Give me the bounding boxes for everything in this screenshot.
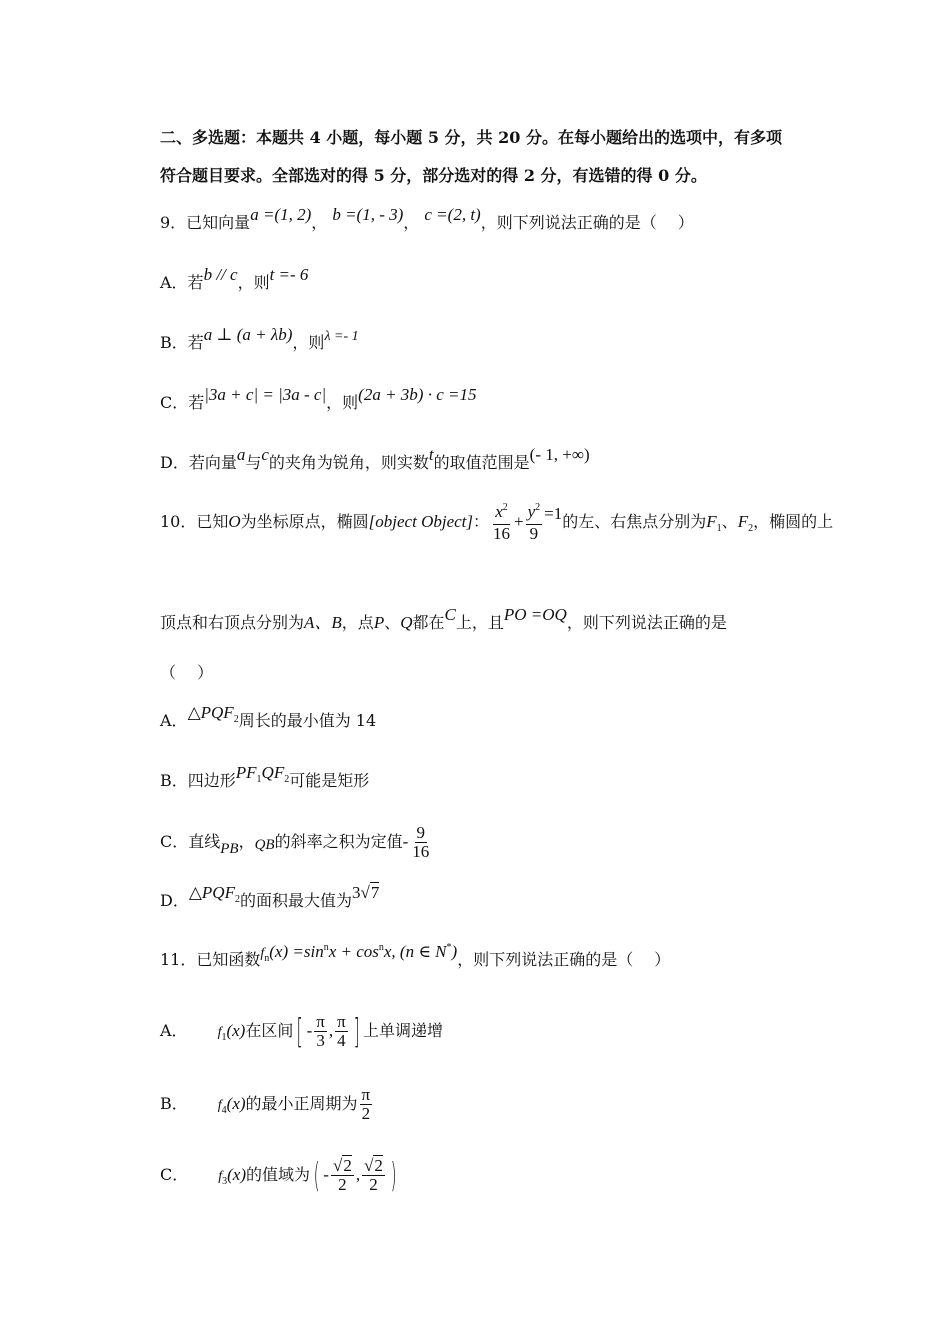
q10-text: ，点 [341,613,374,632]
option-text: ，则 [292,333,325,352]
q9-option-a [160,265,309,293]
q10-text: 都在 [412,613,445,632]
section-heading-line2: 符合题目要求。全部选对的得 5 分，部分选对的得 2 分，有选错的得 0 分。 [160,166,707,185]
option-label: B．若 [160,333,204,352]
fraction-x2-16: $\frac{x^2}{16}$ [493,501,511,543]
option-math: PB [220,841,239,857]
q10-option-c [160,822,433,863]
option-text: 的夹角为锐角，则实数 [268,453,429,472]
point-q: Q [400,613,413,632]
q10-stem: 10．已知 [160,512,229,531]
q10-text: 顶点和右顶点分别为 [160,613,305,632]
option-text: 可能是矩形 [289,771,370,790]
option-text: 在区间 [245,1021,294,1040]
point-o: O [228,512,241,531]
fraction-pi-4: $\frac{\pi}{4}$ [337,1012,346,1050]
q10-option-b [160,763,370,794]
option-text: 的面积最大值为 [239,891,352,910]
q10-option-a [160,703,377,734]
q11-tail: ，则下列说法正确的是（ ） [457,950,671,969]
q11-option-b [160,1082,374,1129]
q10-text: ，则下列说法正确的是 [566,613,727,632]
q10-text: ： [473,512,490,531]
q10-option-d [160,883,380,914]
option-label: A． [160,1021,188,1040]
fraction-y2-9: $\frac{y^2}{9}$ [527,501,541,543]
option-math: t [428,445,434,464]
option-label: A． [160,711,188,730]
vector-a: a =(1, 2) [250,205,312,224]
fraction-sqrt2-2: $\frac{√2}{2}$ [332,1156,352,1194]
option-math: - [323,1165,329,1184]
q9-option-c [160,385,477,413]
focus-f2: $F_2$ [737,512,754,534]
option-text: ，则 [237,273,270,292]
focus-f1: $F_1$ [706,512,722,534]
ellipse-c: [object Object] [368,512,474,531]
question-9: 9．已知向量a =(1, 2)， b =(1, - 3)， c =(2, t)，则下列说法正确的是（ ） [160,205,694,232]
option-math: |3a + c| = |3a - c| [204,385,327,404]
q10-text: 、 [384,613,401,632]
q9-stem: 9．已知向量 [160,213,251,232]
fraction-sqrt2-2: $\frac{√2}{2}$ [364,1156,383,1194]
option-math: QB [254,837,275,853]
option-label: A．若 [160,273,204,292]
option-text: 的值域为 [246,1165,311,1184]
option-math: (- 1, +∞) [529,445,590,464]
q11-stem: 11．已知函数 [160,950,261,969]
fraction-pi-2: $\frac{\pi}{2}$ [361,1085,371,1123]
q11-option-c: C． $f_3(x)$的值域为 ( - $\frac{√2}{2}$ , $\frac{√2}{2}$ ) [160,1155,397,1196]
point-p: P [373,613,385,632]
option-label: C．直线 [160,832,221,851]
points-ab: A、B [304,613,342,632]
question-10-line2 [160,605,727,633]
option-math: (2a + 3b) · c =15 [358,385,477,404]
option-label: B． [160,1094,188,1113]
option-text: 的斜率之积为定值 [274,832,403,851]
q10-text: 、 [721,512,738,531]
q9-option-b [160,325,359,355]
option-math: $f_1(x)$ [217,1021,246,1043]
option-label: B．四边形 [160,771,236,790]
equation-rhs: =1 [544,504,563,523]
vector-eq: PO =OQ [503,605,567,624]
option-label: D．若向量 [160,453,237,472]
q10-text: 为坐标原点，椭圆 [240,512,369,531]
option-math: 3√7 [351,883,380,902]
ellipse-c: C [444,605,456,624]
function-def: $f_n(x) =\sin^nx + \cos^nx$, (n ∈ N*) [260,942,458,964]
q9-option-d [160,445,590,473]
option-math: a [236,445,246,464]
option-label: C． [160,1165,189,1184]
option-text: 的取值范围是 [433,453,530,472]
fraction-pi-3: $\frac{\pi}{3}$ [316,1012,325,1050]
option-math: c [261,445,269,464]
q10-text: 上，且 [455,613,504,632]
option-label: D． [160,891,189,910]
q9-tail: ，则下列说法正确的是（ ） [480,213,694,232]
option-text: ，则 [326,393,359,412]
option-label: C．若 [160,393,205,412]
option-text: 与 [245,453,262,472]
vector-c: c =(2, t) [424,205,481,224]
q11-option-a: A． $f_1(x)$在区间 [ - $\frac{\pi}{3}$ , $\frac{\pi}{4}$ ] 上单调递增 [160,1011,443,1052]
q10-answer-paren: （ ） [160,663,214,682]
option-text: 的最小正周期为 [245,1094,358,1113]
option-math: t =- 6 [269,265,309,284]
vector-b: b =(1, - 3) [332,205,404,224]
option-math: - [306,1021,313,1040]
option-text: 周长的最小值为 14 [238,711,377,730]
question-11 [160,942,671,973]
option-math: $\triangle PQF_2$ [187,703,239,725]
option-math: λ =- 1 [324,329,359,344]
question-10: 10．已知O为坐标原点，椭圆[object Object]： $\frac{x^2}{16}$ + $\frac{y^2}{9}$ =1的左、右焦点分别为$F_1$、$F_2$，椭圆的上 [160,501,834,543]
q10-text: 的左、右焦点分别为 [562,512,707,531]
option-math: $\triangle PQF_2$ [188,883,240,905]
option-math: b // c [203,265,238,284]
option-math: a ⊥ (a + λb) [203,325,293,344]
option-math: $PF_1QF_2$ [235,763,290,785]
option-text: ， [238,832,255,851]
option-math: - [402,832,409,851]
option-math: $f_3(x)$ [218,1165,247,1187]
option-math: $f_4(x)$ [217,1094,246,1116]
fraction-9-16: $\frac{9}{16}$ [412,823,430,861]
q10-text: ，椭圆的上 [753,512,834,531]
section-heading-line1: 二、多选题：本题共 4 小题，每小题 5 分，共 20 分。在每小题给出的选项中，有多项 [160,128,782,147]
option-text: 上单调递增 [362,1021,443,1040]
